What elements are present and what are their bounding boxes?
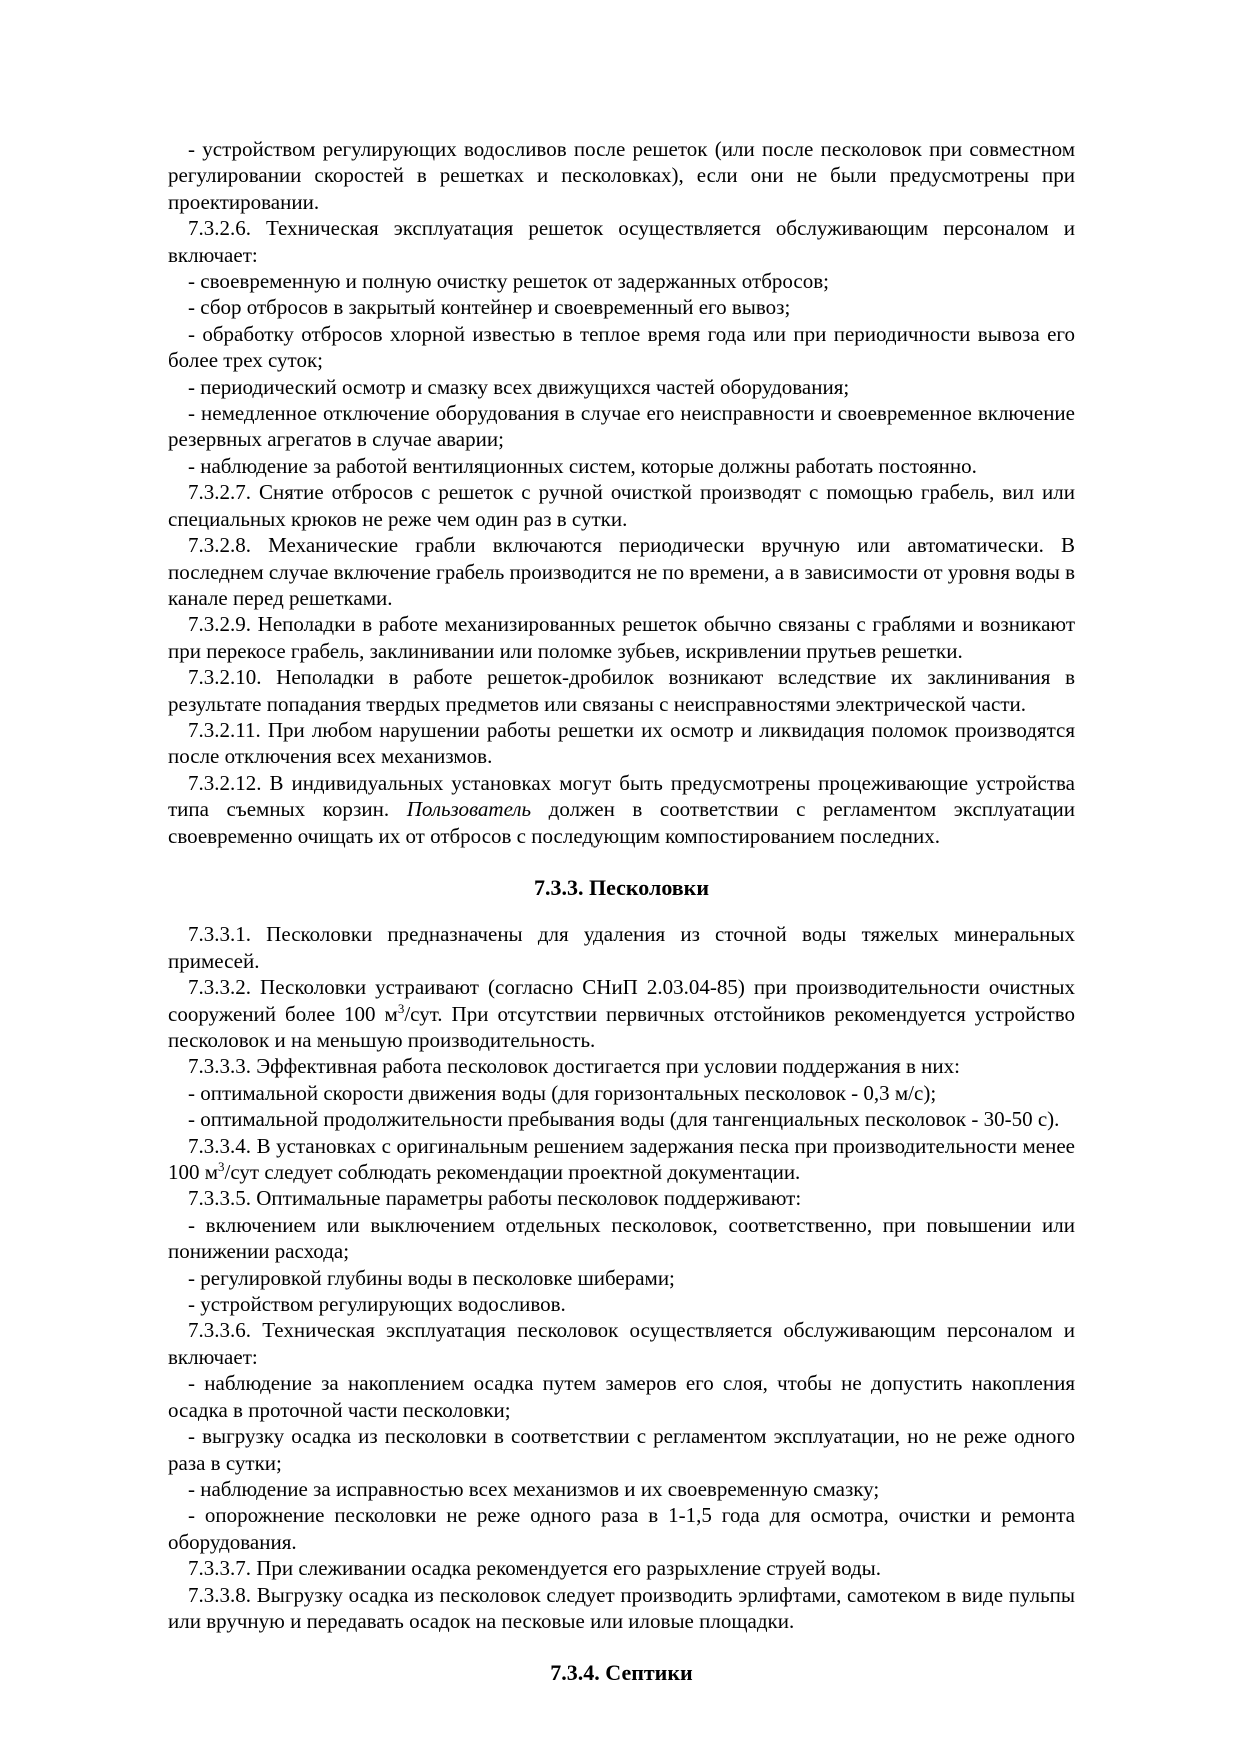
paragraph [168,1133,1075,1186]
text-run: - выгрузку осадка из песколовки в соответствии с регламентом эксплуатации, но не реже одного раза в сутки; [168,1424,1075,1475]
paragraph [168,1317,1075,1370]
text-run: - регулировкой глубины воды в песколовке шиберами; [188,1265,675,1290]
text-run: - своевременную и полную очистку решеток от задержанных отбросов; [188,269,829,294]
text-run: - устройством регулирующих водосливов. [188,1292,566,1317]
paragraph [168,1080,1075,1106]
paragraph [168,453,1075,479]
paragraph [168,974,1075,1053]
paragraph [168,136,1075,215]
text-run: - включением или выключением отдельных песколовок, соответственно, при повышении или понижении расхода; [168,1212,1075,1264]
text-run: 7.3.2.11. При любом нарушении работы решетки их осмотр и ликвидация поломок производятся после отключения всех механизмов. [168,717,1075,769]
text-run: - обработку отбросов хлорной известью в теплое время года или при периодичности вывоза его более трех суток; [168,321,1075,373]
text-run: 7.3.3.8. Выгрузку осадка из песколовок следует производить эрлифтами, самотеком в виде пульпы или вручную и передавать осадок на песковые или иловые площадки. [168,1582,1075,1633]
text-run-sup: 3 [397,1000,405,1016]
text-run: - наблюдение за накоплением осадка путем замеров его слоя, чтобы не допустить накопления осадка в проточной части песколовки; [168,1371,1075,1422]
text-run-italic: Пользователь [406,797,532,822]
paragraph [168,1476,1075,1502]
paragraph [168,1106,1075,1132]
section-heading [168,875,1075,901]
text-run: 7.3.4. Септики [550,1660,693,1686]
text-run: 7.3.3. Песколовки [533,874,710,900]
text-run: - немедленное отключение оборудования в случае его неисправности и своевременное включение резервных агрегатов в случае аварии; [168,401,1075,452]
paragraph [168,215,1075,268]
text-run: 7.3.3.1. Песколовки предназначены для удаления из сточной воды тяжелых минеральных примесей. [168,922,1075,973]
text-run: 7.3.3.7. При слеживании осадка рекомендуется его разрыхление струей воды. [188,1556,882,1581]
text-run: 7.3.3.2. Песколовки устраивают (согласно СНиП 2.03.04-85) при производительности очистных сооружений более 100 м [168,975,1075,1026]
text-run: - периодический осмотр и смазку всех движущихся частей оборудования; [188,374,850,399]
text-run: 7.3.3.5. Оптимальные параметры работы песколовок поддерживают: [188,1186,802,1211]
text-run: /сут следует соблюдать рекомендации проектной документации. [224,1160,801,1185]
text-run: 7.3.2.6. Техническая эксплуатация решеток осуществляется обслуживающим персоналом и включает: [168,216,1075,267]
text-run: 7.3.2.9. Неполадки в работе механизированных решеток обычно связаны с граблями и возникают при перекосе грабель, заклинивании или поломке зубьев, искривлении прутьев решетки. [168,612,1075,663]
text-run: 7.3.3.3. Эффективная работа песколовок достигается при условии поддержания в них: [188,1054,960,1079]
paragraph [168,1291,1075,1317]
text-run: /сут. При отсутствии первичных отстойников рекомендуется устройство песколовок и на меньшую производительность. [168,1001,1075,1052]
paragraph [168,1502,1075,1555]
paragraph [168,664,1075,717]
paragraph [168,717,1075,770]
paragraph [168,400,1075,453]
document-body [168,136,1075,1687]
paragraph [168,479,1075,532]
text-run-sup: 3 [218,1159,225,1175]
text-run: - сбор отбросов в закрытый контейнер и своевременный его вывоз; [188,295,791,320]
text-run: 7.3.2.10. Неполадки в работе решеток-дробилок возникают вследствие их заклинивания в результате попадания твердых предметов или связаны с неисправностями электрической части. [168,665,1075,716]
text-run: - опорожнение песколовки не реже одного раза в 1-1,5 года для осмотра, очистки и ремонта оборудования. [168,1503,1075,1554]
text-run: - наблюдение за исправностью всех механизмов и их своевременную смазку; [188,1476,880,1501]
paragraph [168,1053,1075,1079]
paragraph [168,374,1075,400]
text-run: 7.3.3.6. Техническая эксплуатация песколовок осуществляется обслуживающим персоналом и включает: [168,1318,1075,1369]
text-run: - оптимальной скорости движения воды (для горизонтальных песколовок - 0,3 м/с); [188,1080,937,1105]
text-run: 7.3.2.12. В индивидуальных установках могут быть предусмотрены процеживающие устройства типа съемных корзин. [168,770,1075,822]
paragraph [168,1185,1075,1211]
paragraph [168,532,1075,611]
text-run: 7.3.2.7. Снятие отбросов с решеток с ручной очисткой производят с помощью грабель, вил или специальных крюков не реже чем один раз в сутки. [168,480,1075,531]
paragraph [168,1370,1075,1423]
paragraph [168,921,1075,974]
paragraph [168,1265,1075,1291]
paragraph [168,770,1075,849]
section-heading [168,1660,1075,1686]
text-run: - устройством регулирующих водосливов после решеток (или после песколовок при совместном регулировании скоростей в решетках и песколовках), если они не были предусмотрены при проектировании. [168,137,1075,214]
paragraph [168,1212,1075,1265]
paragraph [168,1582,1075,1635]
paragraph [168,268,1075,294]
paragraph [168,611,1075,664]
paragraph [168,1423,1075,1476]
paragraph [168,1555,1075,1581]
text-run: - наблюдение за работой вентиляционных систем, которые должны работать постоянно. [188,453,977,478]
text-run: - оптимальной продолжительности пребывания воды (для тангенциальных песколовок - 30-50 с). [188,1107,1060,1132]
paragraph [168,294,1075,320]
text-run: должен в соответствии с регламентом эксплуатации своевременно очищать их от отбросов с последующим компостированием последних. [168,797,1075,848]
text-run: 7.3.3.4. В установках с оригинальным решением задержания песка при производительности менее 100 м [168,1133,1075,1185]
text-run: 7.3.2.8. Механические грабли включаются периодически вручную или автоматически. В последнем случае включение грабель производится не по времени, а в зависимости от уровня воды в канале перед решетками. [168,533,1075,610]
paragraph [168,321,1075,374]
